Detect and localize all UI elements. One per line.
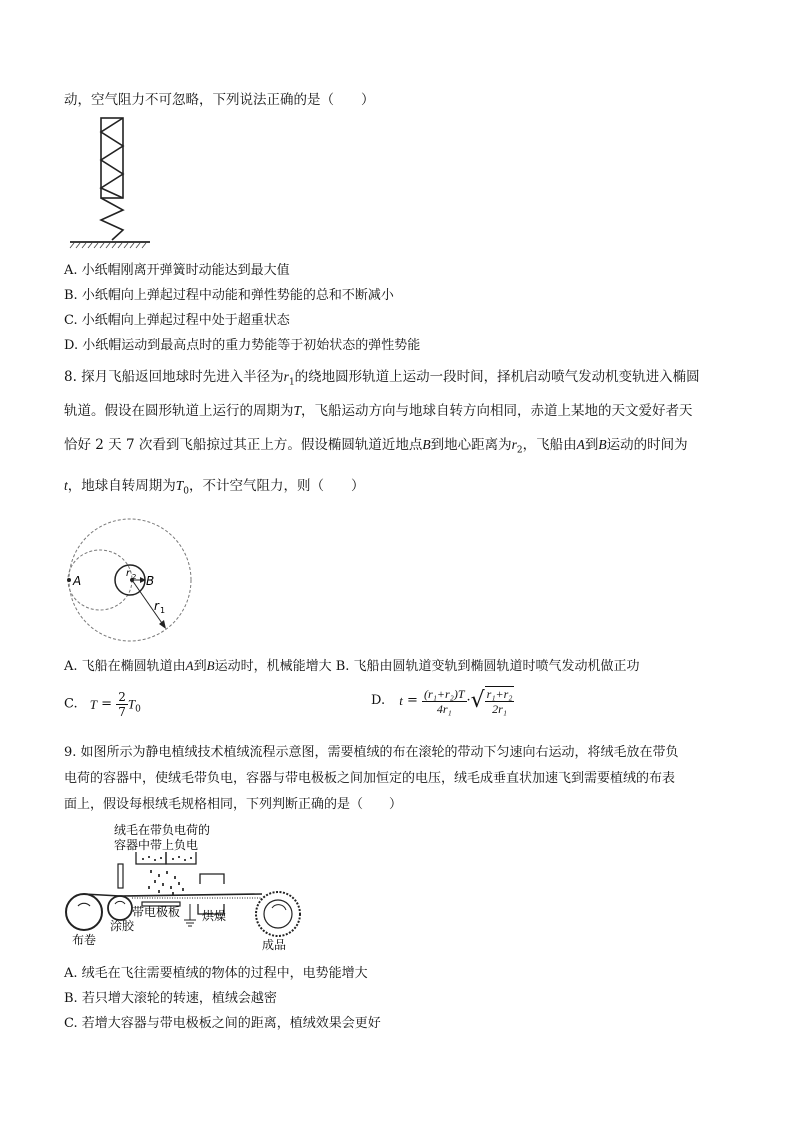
q9-option-c[interactable]: C. 若增大容器与带电极板之间的距离，植绒效果会更好 xyxy=(64,1016,381,1031)
label-product: 成品 xyxy=(262,938,287,952)
q8-option-a-b[interactable]: A. 飞船在椭圆轨道由A到B运动时，机械能增大 B. 飞船由圆轨道变轨到椭圆轨道时喷气发动机做正功 xyxy=(64,658,640,674)
q8-stem-line3: 恰好 2 天 7 次看到飞船掠过其正上方。假设椭圆轨道近地点B到地心距离为$r_2$，飞船由A到B运动的时间为 xyxy=(64,437,688,456)
label-a: A xyxy=(73,574,82,588)
label-container-line1: 绒毛在带负电荷的 xyxy=(114,823,211,837)
label-r2: r xyxy=(126,568,131,579)
svg-text:1: 1 xyxy=(160,606,166,615)
label-electrode: 带电极板 xyxy=(132,905,181,919)
q9-stem-line3: 面上，假设每根绒毛规格相同，下列判断正确的是（ ） xyxy=(64,797,403,812)
label-b: B xyxy=(146,574,155,588)
q9-stem-line1: 9. 如图所示为静电植绒技术植绒流程示意图，需要植绒的布在滚轮的带动下匀速向右运动，将绒毛放在带负 xyxy=(64,745,679,760)
label-r1: r xyxy=(154,599,159,613)
label-glue: 涂胶 xyxy=(110,919,135,933)
q8-option-d[interactable]: D. t = $\frac{\text{(r₁+r₂)T}}{\text{4r₁}}$ ·√ $\frac{\text{r₁+r₂}}{\text{2r₁}}$ xyxy=(371,686,513,716)
q8-option-c[interactable]: C. T = $\frac{2}{7}$ $T_0$ xyxy=(64,690,141,719)
label-drying: 烘燥 xyxy=(202,909,227,923)
q7-option-b[interactable]: B. 小纸帽向上弹起过程中动能和弹性势能的总和不断减小 xyxy=(64,288,394,303)
spring-figure xyxy=(64,116,154,250)
orbit-figure xyxy=(60,518,200,648)
flocking-figure xyxy=(62,822,312,952)
label-container-line2: 容器中带上负电 xyxy=(114,838,199,852)
q9-option-a[interactable]: A. 绒毛在飞往需要植绒的物体的过程中，电势能增大 xyxy=(64,966,368,981)
q9-option-b[interactable]: B. 若只增大滚轮的转速，植绒会越密 xyxy=(64,991,277,1006)
q7-option-c[interactable]: C. 小纸帽向上弹起过程中处于超重状态 xyxy=(64,313,290,328)
label-cloth-roll: 布卷 xyxy=(72,933,97,947)
point-a-dot xyxy=(67,578,71,582)
q8-stem-line2: 轨道。假设在圆形轨道上运行的周期为T，飞船运动方向与地球自转方向相同，赤道上某地的天文爱好者天 xyxy=(64,403,693,419)
q8-stem-line1: 8. 探月飞船返回地球时先进入半径为$r_1$的绕地圆形轨道上运动一段时间，择机启动喷气发动机变轨进入椭圆 xyxy=(64,369,700,388)
q9-stem-line2: 电荷的容器中，使绒毛带负电，容器与带电极板之间加恒定的电压，绒毛成垂直状加速飞到需要植绒的布表 xyxy=(64,771,676,786)
fibers xyxy=(142,856,192,895)
q7-option-a[interactable]: A. 小纸帽刚离开弹簧时动能达到最大值 xyxy=(64,263,290,278)
svg-text:2: 2 xyxy=(132,573,137,581)
q7-stem: 动，空气阻力不可忽略，下列说法正确的是（ ） xyxy=(64,92,375,108)
q7-option-d[interactable]: D. 小纸帽运动到最高点时的重力势能等于初始状态的弹性势能 xyxy=(64,338,421,353)
q8-stem-line4: t，地球自转周期为$T_0$，不计空气阻力，则（ ） xyxy=(64,478,365,497)
